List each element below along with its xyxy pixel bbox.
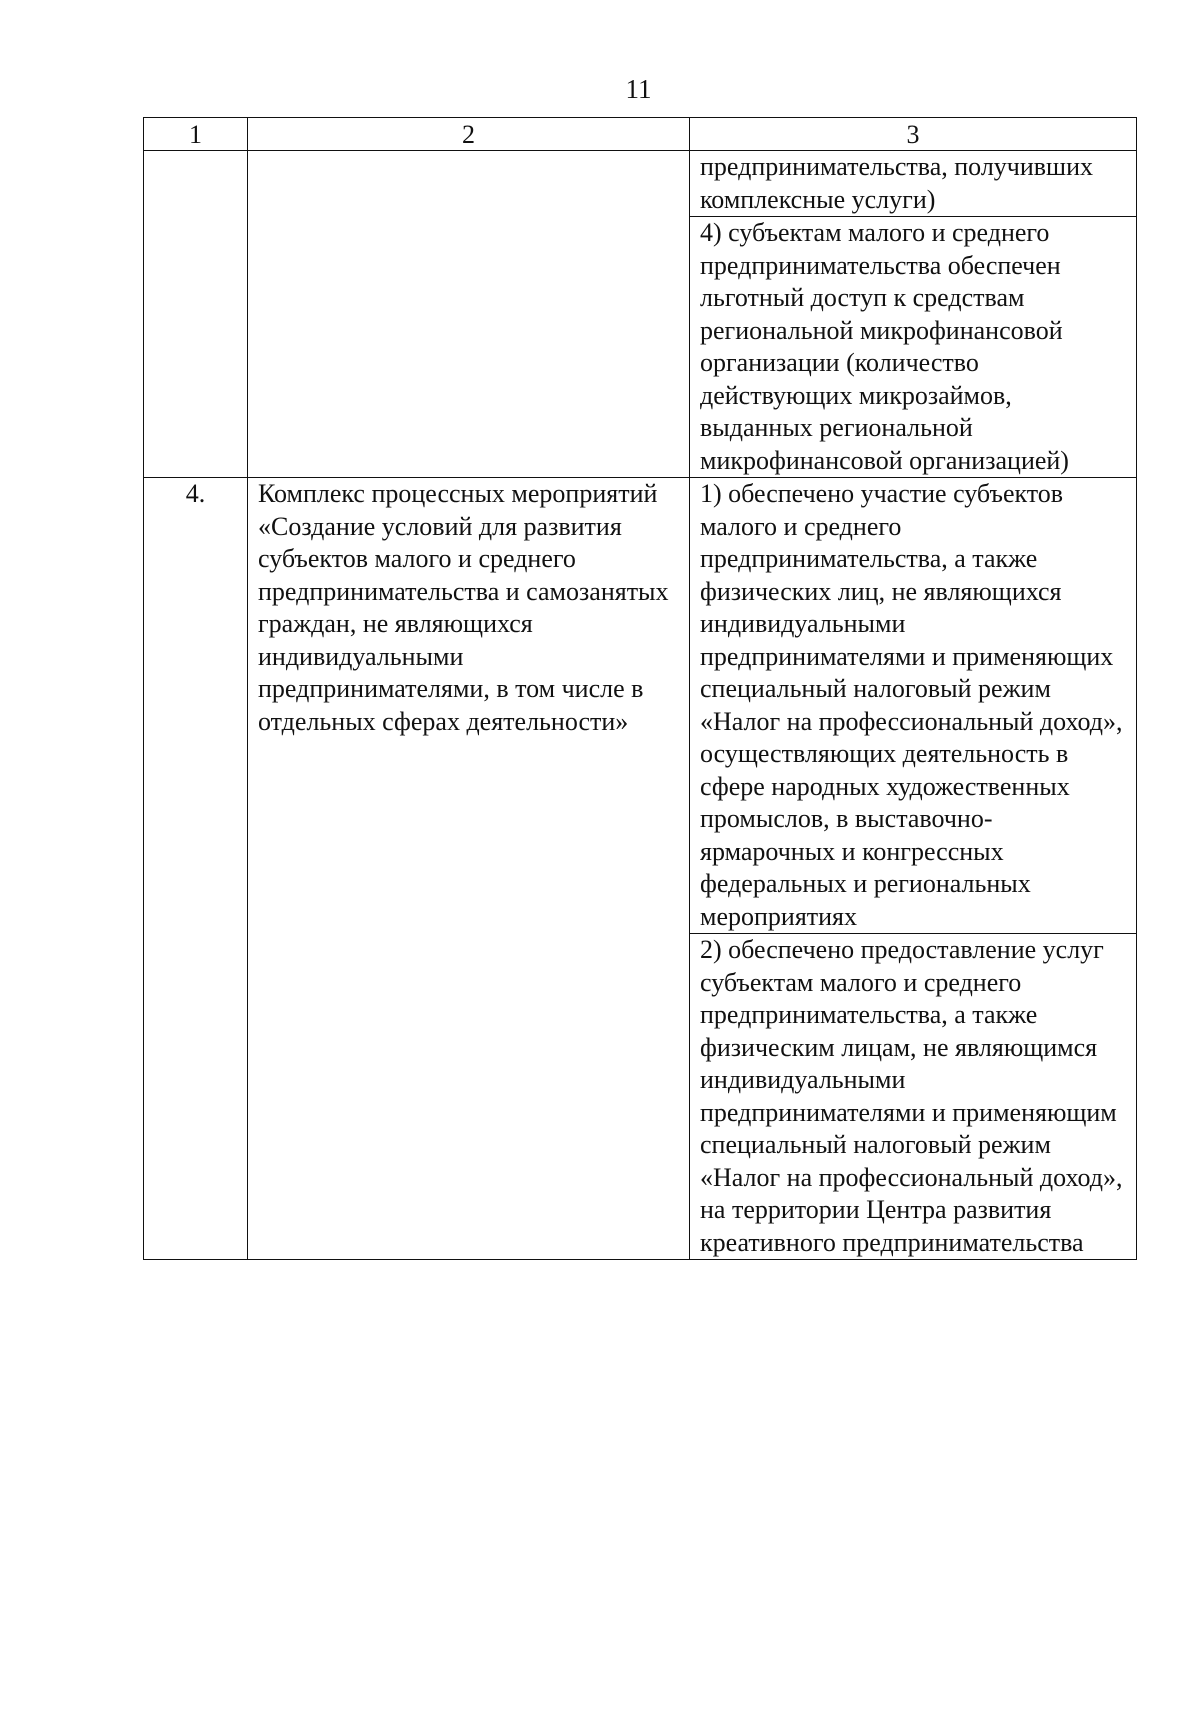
result-cell: 4) субъектам малого и среднего предпринимательства обеспечен льготный доступ к средствам региональной микрофинансовой организации (количество действующих микрозаймов, выданных региональной микрофинансовой организацией) [690,217,1137,478]
result-cell: 1) обеспечено участие субъектов малого и среднего предпринимательства, а также физических лиц, не являющихся индивидуальными предпринимателями и применяющих специальный налоговый режим «Налог на профессиональный доход», осуществляющих деятельность в сфере народных художественных промыслов, в выставочно-ярмарочных и конгрессных федеральных и региональных мероприятиях [690,478,1137,934]
column-header-2: 2 [248,118,690,151]
table-header-row [144,118,1137,151]
column-header-1: 1 [144,118,248,151]
result-cell: 2) обеспечено предоставление услуг субъектам малого и среднего предпринимательства, а также физическим лицам, не являющимся индивидуальными предпринимателями и применяющим специальный налоговый режим «Налог на профессиональный доход», на территории Центра развития креативного предпринимательства [690,934,1137,1260]
column-header-3: 3 [690,118,1137,151]
row-number-cell: 4. [144,478,248,1260]
measure-title-cell [248,151,690,478]
row-number-cell [144,151,248,478]
result-cell: предпринимательства, получивших комплексные услуги) [690,151,1137,217]
measure-title-cell: Комплекс процессных мероприятий «Создание условий для развития субъектов малого и среднего предпринимательства и самозанятых граждан, не являющихся индивидуальными предпринимателями, в том числе в отдельных сферах деятельности» [248,478,690,1260]
table-row-continuation [144,151,1137,217]
page-number: 11 [625,74,652,104]
measures-table [143,117,1137,1260]
table-row-4 [144,478,1137,934]
